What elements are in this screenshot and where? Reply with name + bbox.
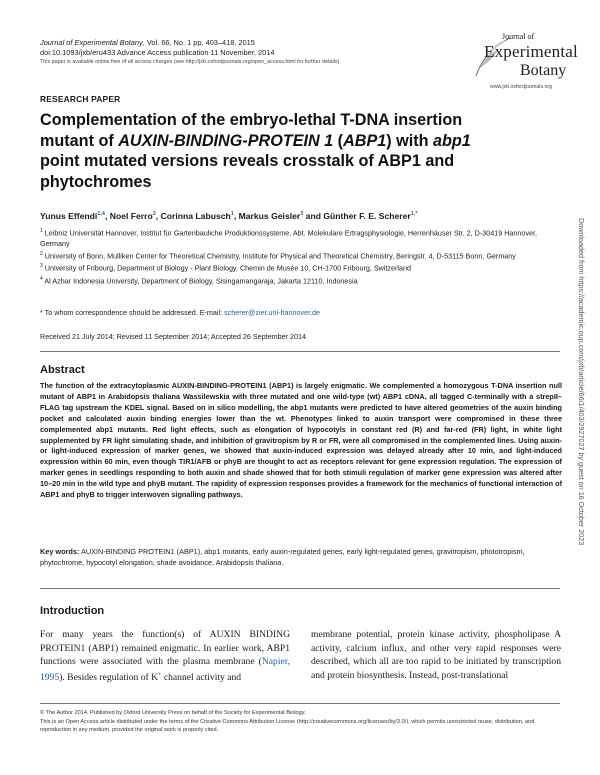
doi-line[interactable]: doi:10.1093/jxb/eru433 Advance Access publication 11 November, 2014 (40, 48, 275, 57)
divider (40, 588, 560, 589)
citation-link[interactable]: Napier, 1995 (40, 656, 290, 683)
copyright-footer (40, 709, 565, 735)
journal-name: Journal of Experimental Botany (40, 38, 143, 47)
affiliation-item: $^2$ University of Bonn, Mulliken Center for Theoretical Chemistry, Institute for Physical and Theoretical Chemistry, Beringstr. 4, D-53115 Bonn, Germany (40, 250, 516, 261)
citation-line (40, 38, 460, 48)
author: Yunus Effendi$^{1,4}$ (40, 211, 105, 221)
affiliation-link[interactable]: 3 (300, 211, 304, 218)
author-list (40, 211, 560, 221)
affiliations (40, 226, 565, 287)
section-label: RESEARCH PAPER (40, 94, 121, 104)
affiliation-link[interactable]: 1,* (410, 211, 418, 218)
copyright-line: © The Author 2014. Published by Oxford University Press on behalf of the Society for Experimental Biology. (40, 710, 306, 716)
abstract-text: The function of the extracytoplasmic AUXIN-BINDING-PROTEIN1 (ABP1) is largely enigmatic. We complemented a homozygous T-DNA insertion null mutant of ABP1 in Arabidopsis thaliana Wassilewskia with three mutated and one wild-type (wt) ABP1 cDNA, all tagged C-terminally with a strepII–FLAG tag upstream the KDEL signal. Based on in silico modelling, the abp1 mutants were predicted to have altered geometries of the auxin binding pocket and calculated auxin binding energies lower than the wt. Phenotypes linked to auxin transport were compromised in these three complemented abp1 mutants. Red light effects, such as elongation of hypocotyls in constant red (R) and far-red (FR) light, in white light supplemented by FR light simulating shade, and inhibition of gravitropism by R or FR, were all compromised in the complemented lines. Using auxin- or light-induced expression of marker genes, we showed that auxin-induced expression was delayed already after 10 min, and light-induced expression within 60 min, even though TIR1/AFB or phyB are thought to act as receptors relevant for gene expression regulation. The expression of marker genes in seedlings responding to both auxin and shade showed that for both stimuli regulation of marker gene expression was altered after 10–20 min in the wild type and phyB mutant. The rapidity of expression responses provides a framework for the mechanics of functional interaction of ABP1 and phyB to trigger interwoven signalling pathways. (40, 381, 562, 500)
title-mutant-symbol: abp1 (433, 131, 471, 150)
logo-line-botany: Botany (520, 62, 567, 79)
title-part: ) with (386, 131, 434, 150)
title-gene-symbol: ABP1 (343, 131, 387, 150)
author: Günther F. E. Scherer$^{1,*}$ (323, 211, 418, 221)
journal-header (40, 38, 460, 66)
keywords (40, 547, 562, 569)
affiliation-link[interactable]: 1,4 (97, 211, 105, 218)
intro-column-left: For many years the function(s) of AUXIN BINDING PROTEIN1 (ABP1) remained enigmatic. In earlier work, ABP1 functions were associated with the plasma membrane (Napier, 1995). Besides regulation of K+ channel activity and (40, 629, 290, 683)
divider (40, 703, 560, 704)
email-link[interactable]: scherer@zier.uni-hannover.de (224, 308, 321, 317)
paper-title (40, 110, 510, 192)
author-separator: , (233, 211, 239, 221)
affiliation-link[interactable]: 1 (230, 211, 234, 218)
received-dates: Received 21 July 2014; Revised 11 September 2014; Accepted 26 September 2014 (40, 332, 306, 341)
author-separator: , (155, 211, 161, 221)
divider (40, 351, 560, 352)
author: Markus Geisler$^3$ (238, 211, 304, 221)
citation: , Vol. 66, No. 1 pp. 403–418, 2015 (142, 38, 255, 47)
intro-column-right: membrane potential, protein kinase activity, phospholipase A activity, calcium influx, and other very rapid responses were described, which all are too rapid to be initiated by transcription and protein biosynthesis. Instead, post-translational (311, 629, 561, 681)
correspondence: * To whom correspondence should be addressed. E-mail: scherer@zier.uni-hannover.de (40, 308, 321, 317)
affiliation-item: $^4$ Al Azhar Indonesia University, Department of Biology, Sisingamangaraja, Jakarta 12110, Indonesia (40, 275, 358, 286)
introduction-heading: Introduction (40, 605, 105, 617)
affiliation-link[interactable]: 2 (152, 211, 156, 218)
logo-line-experimental: Experimental (484, 42, 578, 61)
journal-logo (472, 28, 578, 98)
title-part: point mutated versions reveals crosstalk of ABP1 and phytochromes (40, 152, 455, 191)
license-line: This is an Open Access article distributed under the terms of the Creative Commons Attribution License (http://creativecommons.org/licenses/by/3.0/), which permits unrestricted reuse, distribution, and reproduction in any medium, provided the original work is properly cited. (40, 718, 535, 734)
author-separator: and (303, 211, 324, 221)
author: Corinna Labusch$^1$ (160, 211, 234, 221)
logo-line-journal-of: Journal of (502, 32, 535, 41)
download-note (575, 218, 589, 546)
abstract-heading: Abstract (40, 364, 85, 376)
author-separator: , (104, 211, 110, 221)
affiliation-item: $^3$ University of Fribourg, Department of Biology - Plant Biology, Chemin de Musée 10, CH-1700 Fribourg, Switzerland (40, 263, 411, 273)
title-part: Complementation of the embryo-lethal T-DNA insertion mutant of (40, 111, 463, 150)
logo-url[interactable]: www.jxb.oxfordjournals.org (490, 84, 552, 90)
title-part: ( (333, 131, 344, 150)
keywords-list: AUXIN-BINDING PROTEIN1 (ABP1), abp1 mutants, early auxin-regulated genes, early light-regulated genes, gravitropism, phototropism, phytochrome, hypocotyl elongation, shade avoidance, Arabidopsis thaliana. (40, 547, 525, 567)
download-note-text: Downloaded from https://academic.oup.com/jxb/article/66/1/403/2927027 by guest on 16 October 2023 (577, 218, 586, 546)
keywords-label: Key words: (40, 547, 80, 556)
title-gene-name: AUXIN-BINDING-PROTEIN 1 (118, 131, 334, 150)
author: Noel Ferro$^2$ (109, 211, 156, 221)
affiliation-item: $^1$ Leibniz Universität Hannover, Institut für Gartenbauliche Produktionssysteme, Abt. Molekulare Ertragsphysiologie, Herrenhäuser Str. 2, D-30419 Hannover, Germany (40, 228, 537, 248)
open-access-notice: This paper is available online free of all access charges (see http://jxb.oxfordjournals.org/open_access.html for further details) (40, 59, 340, 65)
